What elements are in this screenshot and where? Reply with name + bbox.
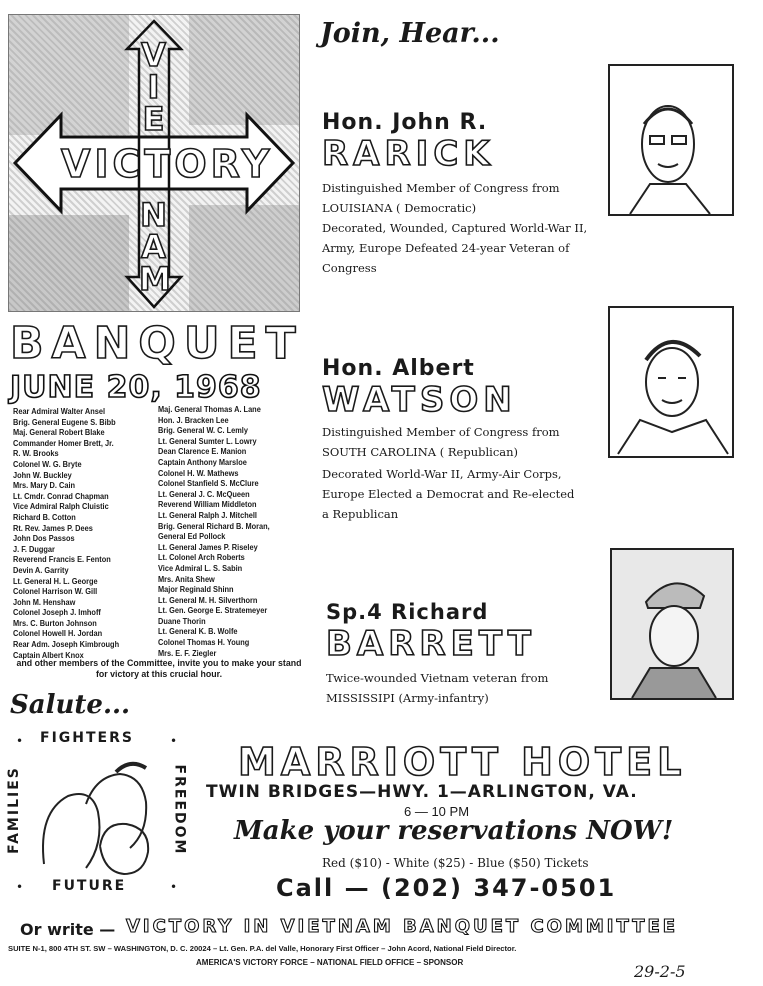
- committee-member: John M. Henshaw: [13, 596, 76, 607]
- bullet-dot: •: [170, 880, 178, 894]
- committee-member: Lt. General J. C. McQueen: [158, 488, 250, 499]
- committee-member: Captain Anthony Marsloe: [158, 456, 247, 467]
- committee-member: Lt. General Sumter L. Lowry: [158, 435, 257, 446]
- portrait-sketch-icon: [610, 66, 732, 214]
- committee-member: Vice Admiral Ralph Cluistic: [13, 501, 109, 512]
- hotel-address: TWIN BRIDGES—HWY. 1—ARLINGTON, VA.: [206, 782, 638, 802]
- committee-member: Commander Homer Brett, Jr.: [13, 437, 114, 448]
- salute-future: FUTURE: [52, 878, 127, 894]
- hotel-name: MARRIOTT HOTEL: [238, 740, 687, 784]
- speaker-3-title: Sp.4 Richard: [326, 600, 489, 624]
- vert-letter-2: I: [147, 68, 163, 106]
- committee-member: Vice Admiral L. S. Sabin: [158, 562, 243, 573]
- committee-member: Brig. General Eugene S. Bibb: [13, 416, 116, 427]
- salute-families: FAMILIES: [5, 766, 22, 854]
- committee-member: Colonel Joseph J. Imhoff: [13, 607, 101, 618]
- committee-member: Mrs. E. F. Ziegler: [158, 647, 217, 658]
- committee-member: Colonel Harrison W. Gill: [13, 586, 98, 597]
- committee-member: R. W. Brooks: [13, 448, 59, 459]
- speaker-3-portrait: [610, 548, 734, 700]
- victory-word: VICTORY: [61, 142, 274, 186]
- speaker-3-affiliation: Twice-wounded Vietnam veteran from MISSISSIPI (Army-infantry): [326, 671, 549, 705]
- banquet-heading: BANQUET: [10, 318, 304, 369]
- salute-fighters: FIGHTERS: [40, 730, 134, 746]
- committee-member: Major Reginald Shinn: [158, 584, 234, 595]
- committee-member: Colonel Stanfield S. McClure: [158, 478, 259, 489]
- footer-address: SUITE N-1, 800 4TH ST. SW – WASHINGTON, D. C. 20024 – Lt. Gen. P.A. del Valle, Honorary First Officer – John Acord, National Field Director.: [8, 944, 517, 953]
- speaker-3-surname: BARRETT: [326, 624, 536, 664]
- committee-member: Dean Clarence E. Manion: [158, 446, 247, 457]
- committee-member: Maj. General Thomas A. Lane: [158, 404, 261, 414]
- committee-list-left: [13, 406, 119, 660]
- committee-member: Captain Albert Knox: [13, 649, 84, 660]
- committee-member: Maj. General Robert Blake: [13, 427, 105, 438]
- speaker-2-record: Decorated World-War II, Army-Air Corps, Europe Elected a Democrat and Re-elected a Republican: [322, 467, 575, 521]
- committee-member: Lt. General H. L. George: [13, 575, 98, 586]
- footer-sponsor: AMERICA'S VICTORY FORCE – NATIONAL FIELD OFFICE – SPONSOR: [196, 958, 464, 967]
- bullet-dot: •: [16, 734, 24, 748]
- committee-member: Lt. General M. H. Silverthorn: [158, 594, 258, 605]
- committee-member: Mrs. Mary D. Cain: [13, 480, 76, 491]
- vert-letter-5: N: [140, 196, 170, 234]
- vert-letter-3: E: [142, 100, 168, 138]
- vert-letter-6: A: [141, 228, 169, 266]
- speaker-1-portrait: [608, 64, 734, 216]
- join-hear-heading: Join, Hear...: [320, 18, 500, 49]
- committee-footer: and other members of the Committee, invite you to make your stand for victory at this crucial hour.: [16, 658, 302, 679]
- committee-member: Rear Adm. Joseph Kimbrough: [13, 639, 120, 650]
- committee-member: Brig. General W. C. Lemly: [158, 425, 248, 436]
- committee-member: Colonel H. W. Mathews: [158, 467, 239, 478]
- committee-member: Lt. Colonel Arch Roberts: [158, 552, 245, 563]
- speaker-1-affiliation: Distinguished Member of Congress from LOUISIANA ( Democratic): [322, 181, 560, 215]
- committee-member: Lt. General James P. Riseley: [158, 541, 258, 552]
- portrait-sketch-icon: [612, 550, 732, 698]
- committee-member: Duane Thorin: [158, 615, 206, 626]
- committee-member: Mrs. C. Burton Johnson: [13, 617, 97, 628]
- speaker-1-title: Hon. John R.: [322, 110, 488, 135]
- committee-member: General Ed Pollock: [158, 531, 226, 542]
- write-org: VICTORY IN VIETNAM BANQUET COMMITTEE: [126, 916, 679, 937]
- reserve-now: Make your reservations NOW!: [234, 816, 674, 846]
- committee-member: John Dos Passos: [13, 533, 75, 544]
- committee-member: Lt. Gen. George E. Stratemeyer: [158, 605, 268, 616]
- speaker-2-affiliation: Distinguished Member of Congress from SOUTH CAROLINA ( Republican): [322, 425, 560, 459]
- committee-member: Devin A. Garrity: [13, 564, 69, 575]
- speaker-1-record: Decorated, Wounded, Captured World-War II, Army, Europe Defeated 24-year Veteran of Congress: [322, 221, 588, 275]
- ticket-prices: Red ($10) - White ($25) - Blue ($50) Tickets: [322, 856, 589, 870]
- committee-member: Mrs. Anita Shew: [158, 573, 215, 584]
- committee-member: Lt. Cmdr. Conrad Chapman: [13, 490, 109, 501]
- committee-member: Colonel Howell H. Jordan: [13, 628, 103, 639]
- committee-member: Reverend William Middleton: [158, 499, 257, 510]
- write-prefix: Or write —: [20, 920, 116, 939]
- committee-member: Rt. Rev. James P. Dees: [13, 522, 93, 533]
- salute-freedom: FREEDOM: [171, 764, 188, 856]
- event-date: JUNE 20, 1968: [10, 370, 262, 405]
- victory-vietnam-collage: [8, 14, 300, 312]
- committee-member: Lt. General Ralph J. Mitchell: [158, 509, 257, 520]
- speaker-1-surname: RARICK: [322, 134, 495, 174]
- handwritten-note: 29-2-5: [634, 962, 686, 981]
- committee-list-right: [158, 404, 270, 658]
- salute-heading: Salute...: [10, 690, 131, 720]
- committee-member: Colonel Thomas H. Young: [158, 637, 250, 648]
- speaker-2-surname: WATSON: [322, 380, 517, 420]
- committee-member: Hon. J. Bracken Lee: [158, 414, 229, 425]
- portrait-sketch-icon: [610, 308, 732, 456]
- committee-member: Lt. General K. B. Wolfe: [158, 626, 238, 637]
- committee-member: Richard B. Cotton: [13, 511, 76, 522]
- vert-letter-1: V: [141, 36, 169, 74]
- committee-member: Rear Admiral Walter Ansel: [13, 406, 106, 416]
- committee-member: John W. Buckley: [13, 469, 72, 480]
- faces-group-icon: [34, 752, 162, 876]
- call-phone: Call — (202) 347-0501: [276, 874, 617, 902]
- event-time: 6 — 10 PM: [404, 804, 470, 819]
- speaker-2-portrait: [608, 306, 734, 458]
- speaker-2-title: Hon. Albert: [322, 356, 475, 381]
- bullet-dot: •: [170, 734, 178, 748]
- bullet-dot: •: [16, 880, 24, 894]
- committee-member: Colonel W. G. Bryte: [13, 458, 82, 469]
- committee-member: Reverend Francis E. Fenton: [13, 554, 111, 565]
- committee-member: Brig. General Richard B. Moran,: [158, 520, 270, 531]
- committee-member: J. F. Duggar: [13, 543, 55, 554]
- vert-letter-7: M: [139, 260, 174, 298]
- salute-emblem: [5, 726, 188, 902]
